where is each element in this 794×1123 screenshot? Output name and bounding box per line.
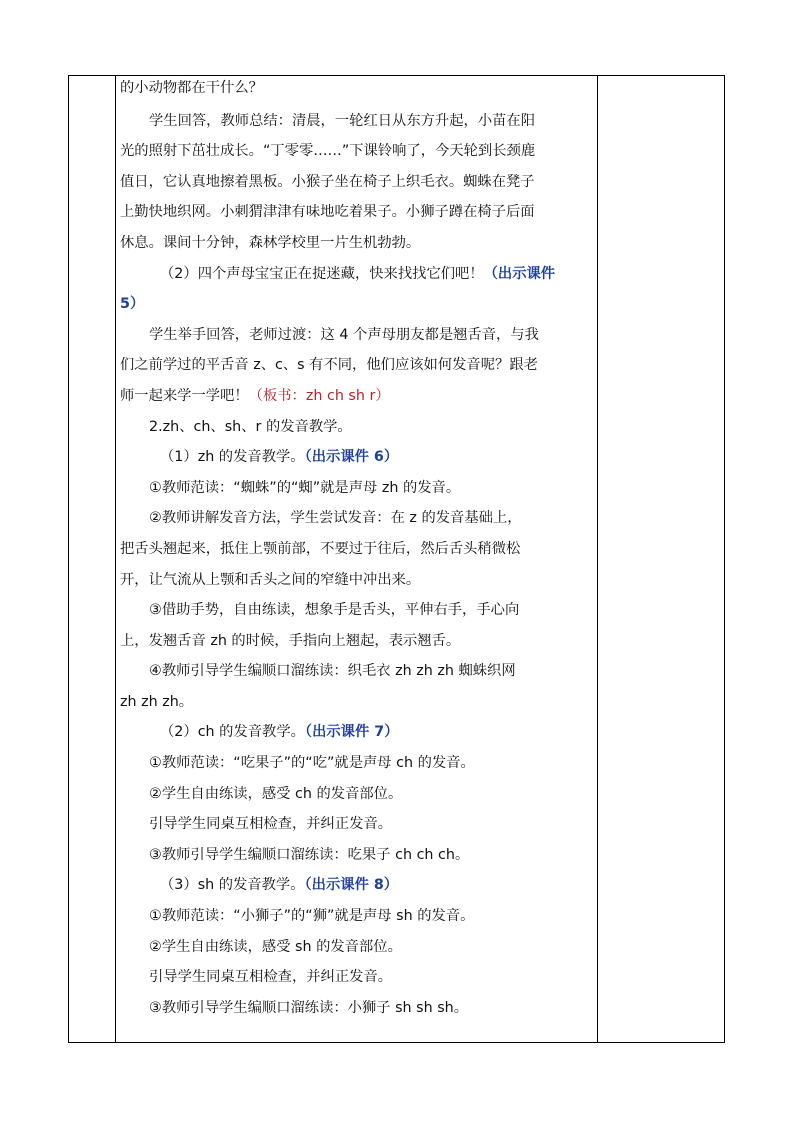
courseware-tag: （出示课件 8） [304,877,399,894]
text-line: 开，让气流从上颚和舌头之间的窄缝中冲出来。 [120,571,421,588]
text-line: ②学生自由练读，感受 sh 的发音部位。 [149,938,402,955]
text-line: 学生举手回答，老师过渡：这 4 个声母朋友都是翘舌音，与我 [149,326,539,343]
text-line: ②学生自由练读，感受 ch 的发音部位。 [149,785,403,802]
table-column-divider-left [115,76,116,1042]
lesson-content-cell [120,75,594,1023]
text-line: 的小动物都在干什么？ [120,80,263,96]
courseware-tag: （出示课件 [483,265,556,282]
text-line: ①教师范读：“吃果子”的“吃”就是声母 ch 的发音。 [149,755,475,772]
text-line: 引导学生同桌互相检查，并纠正发音。 [149,816,393,833]
text-line: ①教师范读：“小狮子”的“狮”就是声母 sh 的发音。 [149,908,475,925]
courseware-tag: 5） [120,296,145,313]
text-line: 值日，它认真地擦着黑板。小猴子坐在椅子上织毛衣。蜘蛛在凳子 [120,173,535,190]
text-line [120,289,594,320]
text-line: 把舌头翘起来，抵住上颚前部，不要过于往后，然后舌头稍微松 [120,540,521,557]
text-line: （1）zh 的发音教学。（出示课件 6） [160,449,399,466]
courseware-tag: （出示课件 7） [304,724,399,741]
text-line: ③教师引导学生编顺口溜练读：吃果子 ch ch ch。 [149,846,470,863]
text-line: （2）ch 的发音教学。（出示课件 7） [160,724,399,741]
text-line: zh zh zh。 [120,693,194,710]
text-line: 师一起来学一学吧！（板书：zh ch sh r） [120,387,390,404]
text-line: 2.zh、ch、sh、r 的发音教学。 [149,418,352,435]
text-line: 学生回答，教师总结：清晨，一轮红日从东方升起，小苗在阳 [149,112,536,129]
courseware-tag: （出示课件 6） [304,449,399,466]
text-line: 光的照射下茁壮成长。“丁零零……”下课铃响了，今天轮到长颈鹿 [120,143,536,160]
text-line: 休息。课间十分钟，森林学校里一片生机勃勃。 [120,234,421,251]
text-line: ④教师引导学生编顺口溜练读：织毛衣 zh zh zh 蜘蛛织网 [149,663,516,680]
text-line: ①教师范读：“蜘蛛”的“蜘”就是声母 zh 的发音。 [149,479,461,496]
table-column-divider-right [597,76,598,1042]
text-line: 引导学生同桌互相检查，并纠正发音。 [149,969,393,986]
text-line: ③教师引导学生编顺口溜练读：小狮子 sh sh sh。 [149,999,469,1016]
text-line: 上勤快地织网。小刺猬津津有味地吃着果子。小狮子蹲在椅子后面 [120,204,535,221]
text-line: 们之前学过的平舌音 z、c、s 有不同，他们应该如何发音呢？跟老 [120,357,538,374]
text-line: ③借助手势，自由练读，想象手是舌头，平伸右手，手心向 [149,602,520,619]
text-line: （2）四个声母宝宝正在捉迷藏，快来找找它们吧！（出示课件 [160,265,556,282]
text-line: （3）sh 的发音教学。（出示课件 8） [160,877,399,894]
text-line: ②教师讲解发音方法，学生尝试发音：在 z 的发音基础上， [149,510,522,527]
text-line: 上，发翘舌音 zh 的时候，手指向上翘起，表示翘舌。 [120,632,461,649]
board-note: （板书：zh ch sh r） [248,387,390,404]
